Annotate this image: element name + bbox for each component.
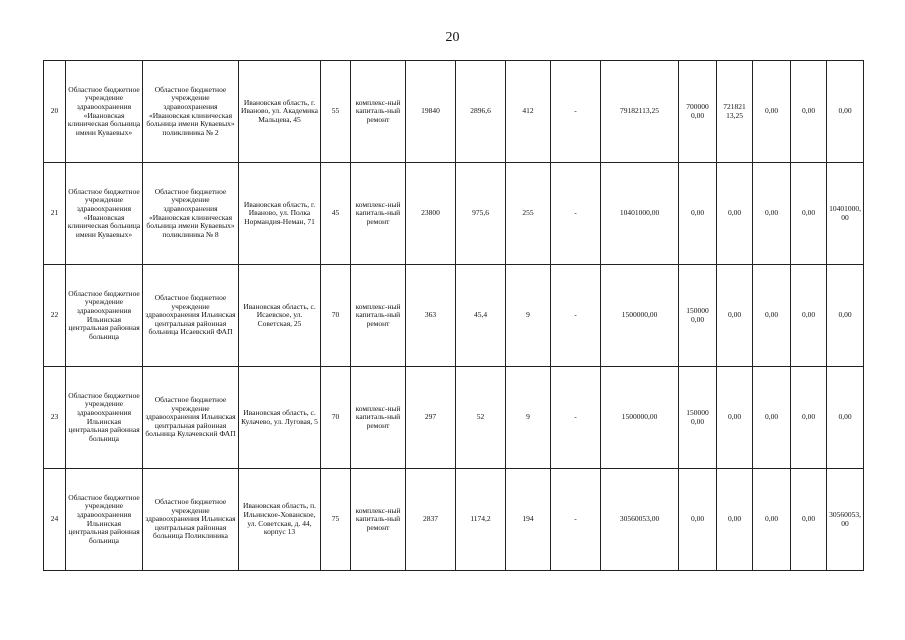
value-cell-4: - bbox=[551, 163, 601, 265]
year-cost-cell-1: 150000 0,00 bbox=[679, 265, 717, 367]
institution-cell: Областное бюджетное учреждение здравоохранения «Ивановская клиническая больница имени Куваевых» bbox=[66, 163, 143, 265]
value-cell-2: 52 bbox=[456, 367, 506, 469]
value-cell-3: 412 bbox=[506, 61, 551, 163]
year-cost-cell-1: 0,00 bbox=[679, 469, 717, 571]
wear-percent-cell: 75 bbox=[321, 469, 351, 571]
value-cell-4: - bbox=[551, 61, 601, 163]
total-cost-cell: 1500000,00 bbox=[601, 265, 679, 367]
address-cell: Ивановская область, с. Кулачево, ул. Луговая, 5 bbox=[239, 367, 321, 469]
table-row bbox=[44, 265, 864, 367]
year-cost-cell-2: 0,00 bbox=[717, 367, 753, 469]
facility-cell: Областное бюджетное учреждение здравоохранения Ильинская центральная районная больница Поликлиника bbox=[143, 469, 239, 571]
year-cost-cell-5: 0,00 bbox=[827, 265, 864, 367]
year-cost-cell-3: 0,00 bbox=[753, 61, 791, 163]
total-cost-cell: 1500000,00 bbox=[601, 367, 679, 469]
institution-cell: Областное бюджетное учреждение здравоохранения Ильинская центральная районная больница bbox=[66, 367, 143, 469]
year-cost-cell-1: 700000 0,00 bbox=[679, 61, 717, 163]
table-row bbox=[44, 163, 864, 265]
value-cell-4: - bbox=[551, 367, 601, 469]
year-cost-cell-4: 0,00 bbox=[791, 61, 827, 163]
row-number: 23 bbox=[44, 367, 66, 469]
facility-cell: Областное бюджетное учреждение здравоохранения Ильинская центральная районная больница Исаевский ФАП bbox=[143, 265, 239, 367]
year-cost-cell-1: 0,00 bbox=[679, 163, 717, 265]
value-cell-1: 23800 bbox=[406, 163, 456, 265]
row-number: 20 bbox=[44, 61, 66, 163]
year-cost-cell-3: 0,00 bbox=[753, 265, 791, 367]
year-cost-cell-3: 0,00 bbox=[753, 367, 791, 469]
institution-cell: Областное бюджетное учреждение здравоохранения Ильинская центральная районная больница bbox=[66, 265, 143, 367]
work-type-cell: комплекс-ный капиталь-ный ремонт bbox=[351, 469, 406, 571]
total-cost-cell: 10401000,00 bbox=[601, 163, 679, 265]
institution-cell: Областное бюджетное учреждение здравоохранения Ильинская центральная районная больница bbox=[66, 469, 143, 571]
value-cell-2: 45,4 bbox=[456, 265, 506, 367]
value-cell-3: 194 bbox=[506, 469, 551, 571]
year-cost-cell-3: 0,00 bbox=[753, 163, 791, 265]
year-cost-cell-1: 150000 0,00 bbox=[679, 367, 717, 469]
value-cell-1: 363 bbox=[406, 265, 456, 367]
row-number: 21 bbox=[44, 163, 66, 265]
value-cell-1: 297 bbox=[406, 367, 456, 469]
wear-percent-cell: 45 bbox=[321, 163, 351, 265]
facility-cell: Областное бюджетное учреждение здравоохранения «Ивановская клиническая больница имени Куваевых» поликлиника № 2 bbox=[143, 61, 239, 163]
table-row bbox=[44, 469, 864, 571]
institution-cell: Областное бюджетное учреждение здравоохранения «Ивановская клиническая больница имени Куваевых» bbox=[66, 61, 143, 163]
wear-percent-cell: 70 bbox=[321, 367, 351, 469]
value-cell-4: - bbox=[551, 469, 601, 571]
facility-cell: Областное бюджетное учреждение здравоохранения Ильинская центральная районная больница Кулачевский ФАП bbox=[143, 367, 239, 469]
row-number: 24 bbox=[44, 469, 66, 571]
value-cell-3: 255 bbox=[506, 163, 551, 265]
value-cell-2: 1174,2 bbox=[456, 469, 506, 571]
year-cost-cell-4: 0,00 bbox=[791, 367, 827, 469]
row-number: 22 bbox=[44, 265, 66, 367]
year-cost-cell-4: 0,00 bbox=[791, 469, 827, 571]
value-cell-3: 9 bbox=[506, 367, 551, 469]
address-cell: Ивановская область, г. Иваново, ул. Академика Мальцева, 45 bbox=[239, 61, 321, 163]
work-type-cell: комплекс-ный капиталь-ный ремонт bbox=[351, 367, 406, 469]
year-cost-cell-5: 0,00 bbox=[827, 61, 864, 163]
year-cost-cell-4: 0,00 bbox=[791, 163, 827, 265]
value-cell-1: 19840 bbox=[406, 61, 456, 163]
total-cost-cell: 79182113,25 bbox=[601, 61, 679, 163]
wear-percent-cell: 70 bbox=[321, 265, 351, 367]
year-cost-cell-2: 0,00 bbox=[717, 265, 753, 367]
year-cost-cell-2: 0,00 bbox=[717, 163, 753, 265]
year-cost-cell-5: 0,00 bbox=[827, 367, 864, 469]
work-type-cell: комплекс-ный капиталь-ный ремонт bbox=[351, 265, 406, 367]
address-cell: Ивановская область, г. Иваново, ул. Полка Нормандия-Неман, 71 bbox=[239, 163, 321, 265]
wear-percent-cell: 55 bbox=[321, 61, 351, 163]
value-cell-2: 975,6 bbox=[456, 163, 506, 265]
value-cell-4: - bbox=[551, 265, 601, 367]
value-cell-3: 9 bbox=[506, 265, 551, 367]
table-row bbox=[44, 61, 864, 163]
year-cost-cell-5: 30560053, 00 bbox=[827, 469, 864, 571]
total-cost-cell: 30560053,00 bbox=[601, 469, 679, 571]
value-cell-2: 2896,6 bbox=[456, 61, 506, 163]
table-row bbox=[44, 367, 864, 469]
address-cell: Ивановская область, с. Исаевское, ул. Советская, 25 bbox=[239, 265, 321, 367]
facility-cell: Областное бюджетное учреждение здравоохранения «Ивановская клиническая больница имени Куваевых» поликлиника № 8 bbox=[143, 163, 239, 265]
page-number: 20 bbox=[445, 30, 460, 45]
year-cost-cell-2: 721821 13,25 bbox=[717, 61, 753, 163]
year-cost-cell-2: 0,00 bbox=[717, 469, 753, 571]
repair-program-table bbox=[43, 60, 864, 571]
year-cost-cell-5: 10401000, 00 bbox=[827, 163, 864, 265]
work-type-cell: комплекс-ный капиталь-ный ремонт bbox=[351, 163, 406, 265]
value-cell-1: 2837 bbox=[406, 469, 456, 571]
address-cell: Ивановская область, п. Ильинское-Хованское, ул. Советская, д. 44, корпус 13 bbox=[239, 469, 321, 571]
year-cost-cell-3: 0,00 bbox=[753, 469, 791, 571]
year-cost-cell-4: 0,00 bbox=[791, 265, 827, 367]
work-type-cell: комплекс-ный капиталь-ный ремонт bbox=[351, 61, 406, 163]
